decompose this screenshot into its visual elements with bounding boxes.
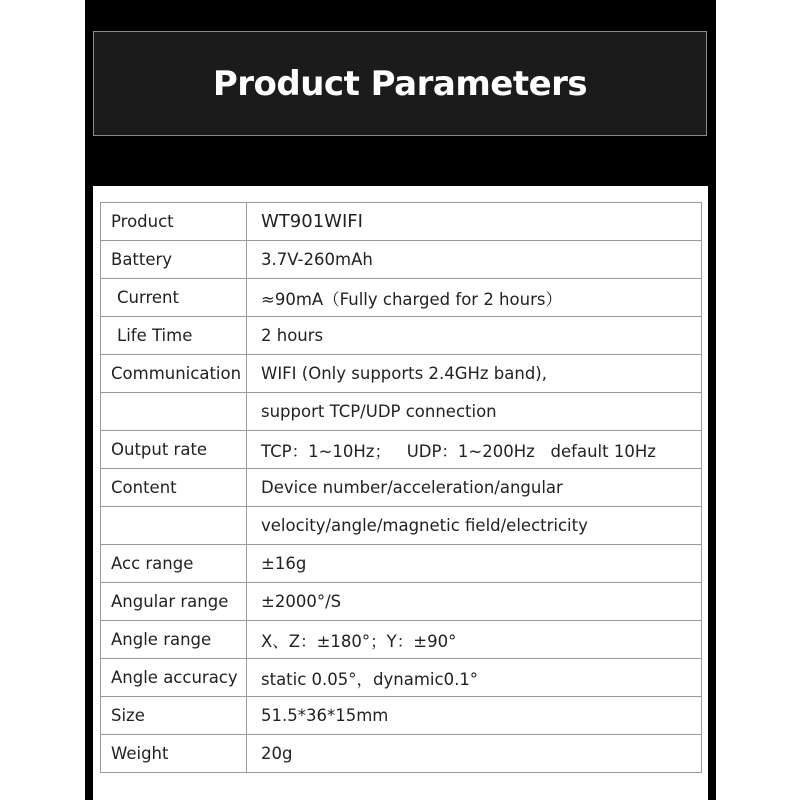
table-row [101, 279, 702, 317]
table-row [101, 431, 702, 469]
param-label: Battery [101, 241, 247, 279]
param-value: WT901WIFI [247, 203, 702, 241]
param-value: X、Z：±180°；Y：±90° [247, 621, 702, 659]
table-row [101, 545, 702, 583]
param-value: Device number/acceleration/angular [247, 469, 702, 507]
param-value: static 0.05°，dynamic0.1° [247, 659, 702, 697]
table-row [101, 621, 702, 659]
param-value: TCP：1~10Hz； UDP：1~200Hz default 10Hz [247, 431, 702, 469]
header-banner [93, 31, 707, 136]
table-row [101, 355, 702, 393]
parameters-table [100, 202, 702, 773]
param-value: 3.7V-260mAh [247, 241, 702, 279]
param-label: Angle accuracy [101, 659, 247, 697]
param-label: Life Time [101, 317, 247, 355]
param-label: Content [101, 469, 247, 507]
param-label: Output rate [101, 431, 247, 469]
param-label: Weight [101, 735, 247, 773]
table-row [101, 241, 702, 279]
table-row [101, 735, 702, 773]
table-row [101, 507, 702, 545]
param-value: ±16g [247, 545, 702, 583]
param-value: WIFI (Only supports 2.4GHz band), [247, 355, 702, 393]
table-row [101, 393, 702, 431]
table-row [101, 469, 702, 507]
param-value: ±2000°/S [247, 583, 702, 621]
param-label [101, 507, 247, 545]
table-row [101, 583, 702, 621]
param-value: 20g [247, 735, 702, 773]
param-value: support TCP/UDP connection [247, 393, 702, 431]
param-label: Angle range [101, 621, 247, 659]
param-value: 2 hours [247, 317, 702, 355]
param-label: Communication [101, 355, 247, 393]
param-value: velocity/angle/magnetic field/electricity [247, 507, 702, 545]
table-row [101, 203, 702, 241]
table-row [101, 659, 702, 697]
param-label: Acc range [101, 545, 247, 583]
param-value: ≈90mA（Fully charged for 2 hours） [247, 279, 702, 317]
page-title: Product Parameters [212, 63, 588, 104]
table-row [101, 697, 702, 735]
param-value: 51.5*36*15mm [247, 697, 702, 735]
param-label: Product [101, 203, 247, 241]
param-label [101, 393, 247, 431]
table-row [101, 317, 702, 355]
param-label: Current [101, 279, 247, 317]
param-label: Size [101, 697, 247, 735]
param-label: Angular range [101, 583, 247, 621]
